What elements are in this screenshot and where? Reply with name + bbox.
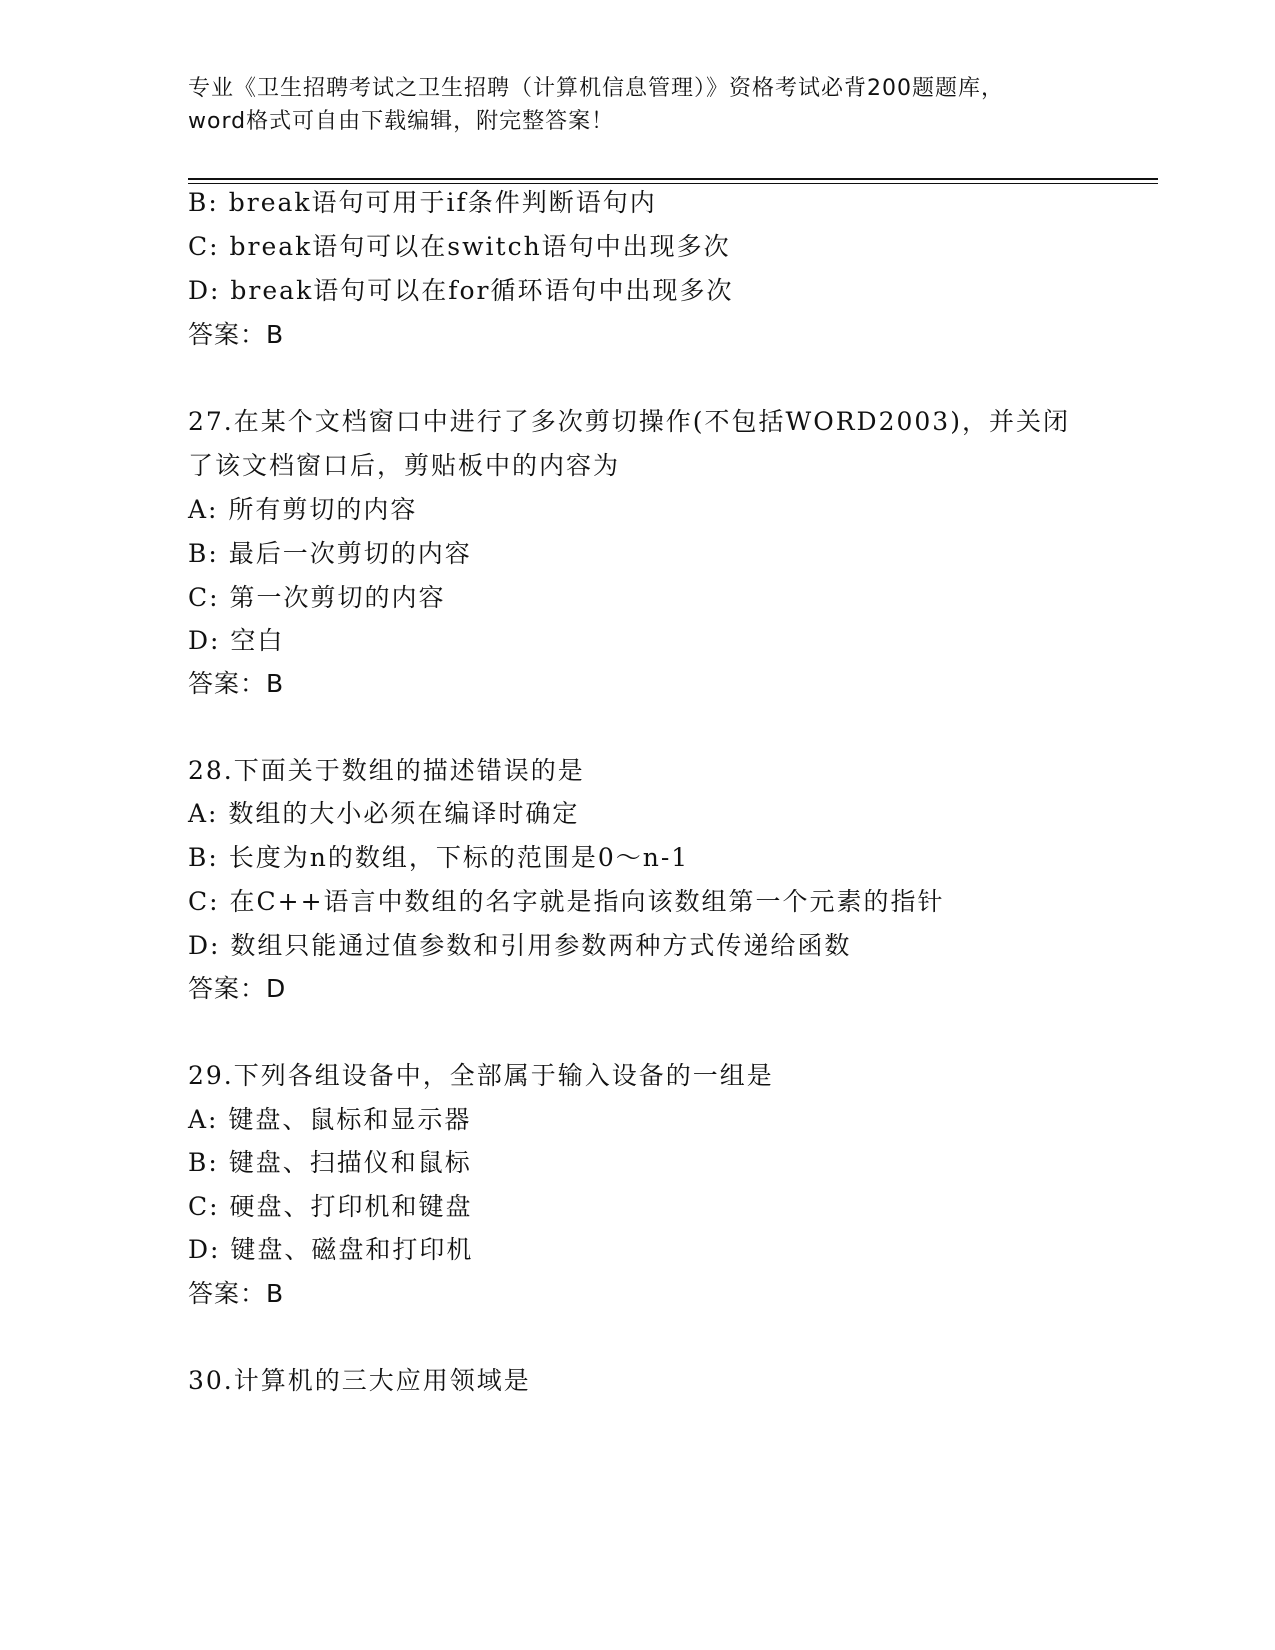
question-27-stem-cont: 了该文档窗口后，剪贴板中的内容为: [188, 451, 621, 480]
header-title-line-1: 专业《卫生招聘考试之卫生招聘（计算机信息管理）》资格考试必背200题题库，: [188, 76, 1004, 101]
question-27-option-b: B: 最后一次剪切的内容: [188, 539, 472, 568]
header-title-line-2: word格式可自由下载编辑，附完整答案！: [188, 109, 615, 134]
option-d: D: break语句可以在for循环语句中出现多次: [188, 276, 734, 305]
header-divider-thick: [188, 178, 1158, 180]
answer-line: 答案：B: [188, 320, 285, 349]
question-28-stem: 28.下面关于数组的描述错误的是: [188, 756, 585, 785]
option-c: C: break语句可以在switch语句中出现多次: [188, 232, 731, 261]
question-29-answer: 答案：B: [188, 1279, 285, 1308]
question-28-option-d: D: 数组只能通过值参数和引用参数两种方式传递给函数: [188, 931, 852, 960]
question-29-option-a: A: 键盘、鼠标和显示器: [188, 1105, 472, 1134]
question-28-option-c: C: 在C++语言中数组的名字就是指向该数组第一个元素的指针: [188, 887, 945, 916]
question-30-stem: 30.计算机的三大应用领域是: [188, 1366, 531, 1395]
question-27-option-d: D: 空白: [188, 626, 285, 655]
question-29-option-c: C: 硬盘、打印机和键盘: [188, 1192, 473, 1221]
header-divider-thin: [188, 183, 1158, 184]
document-header: [188, 72, 1088, 138]
question-27-option-c: C: 第一次剪切的内容: [188, 583, 446, 612]
question-28-option-a: A: 数组的大小必须在编译时确定: [188, 799, 580, 828]
question-28-answer: 答案：D: [188, 974, 287, 1003]
question-27-stem: 27.在某个文档窗口中进行了多次剪切操作(不包括WORD2003)，并关闭: [188, 407, 1070, 436]
question-29-option-d: D: 键盘、磁盘和打印机: [188, 1235, 474, 1264]
question-28-option-b: B: 长度为n的数组，下标的范围是0～n-1: [188, 843, 690, 872]
option-b: B: break语句可用于if条件判断语句内: [188, 188, 657, 217]
question-27-answer: 答案：B: [188, 669, 285, 698]
question-29-stem: 29.下列各组设备中，全部属于输入设备的一组是: [188, 1061, 774, 1090]
question-27-option-a: A: 所有剪切的内容: [188, 495, 418, 524]
question-29-option-b: B: 键盘、扫描仪和鼠标: [188, 1148, 472, 1177]
